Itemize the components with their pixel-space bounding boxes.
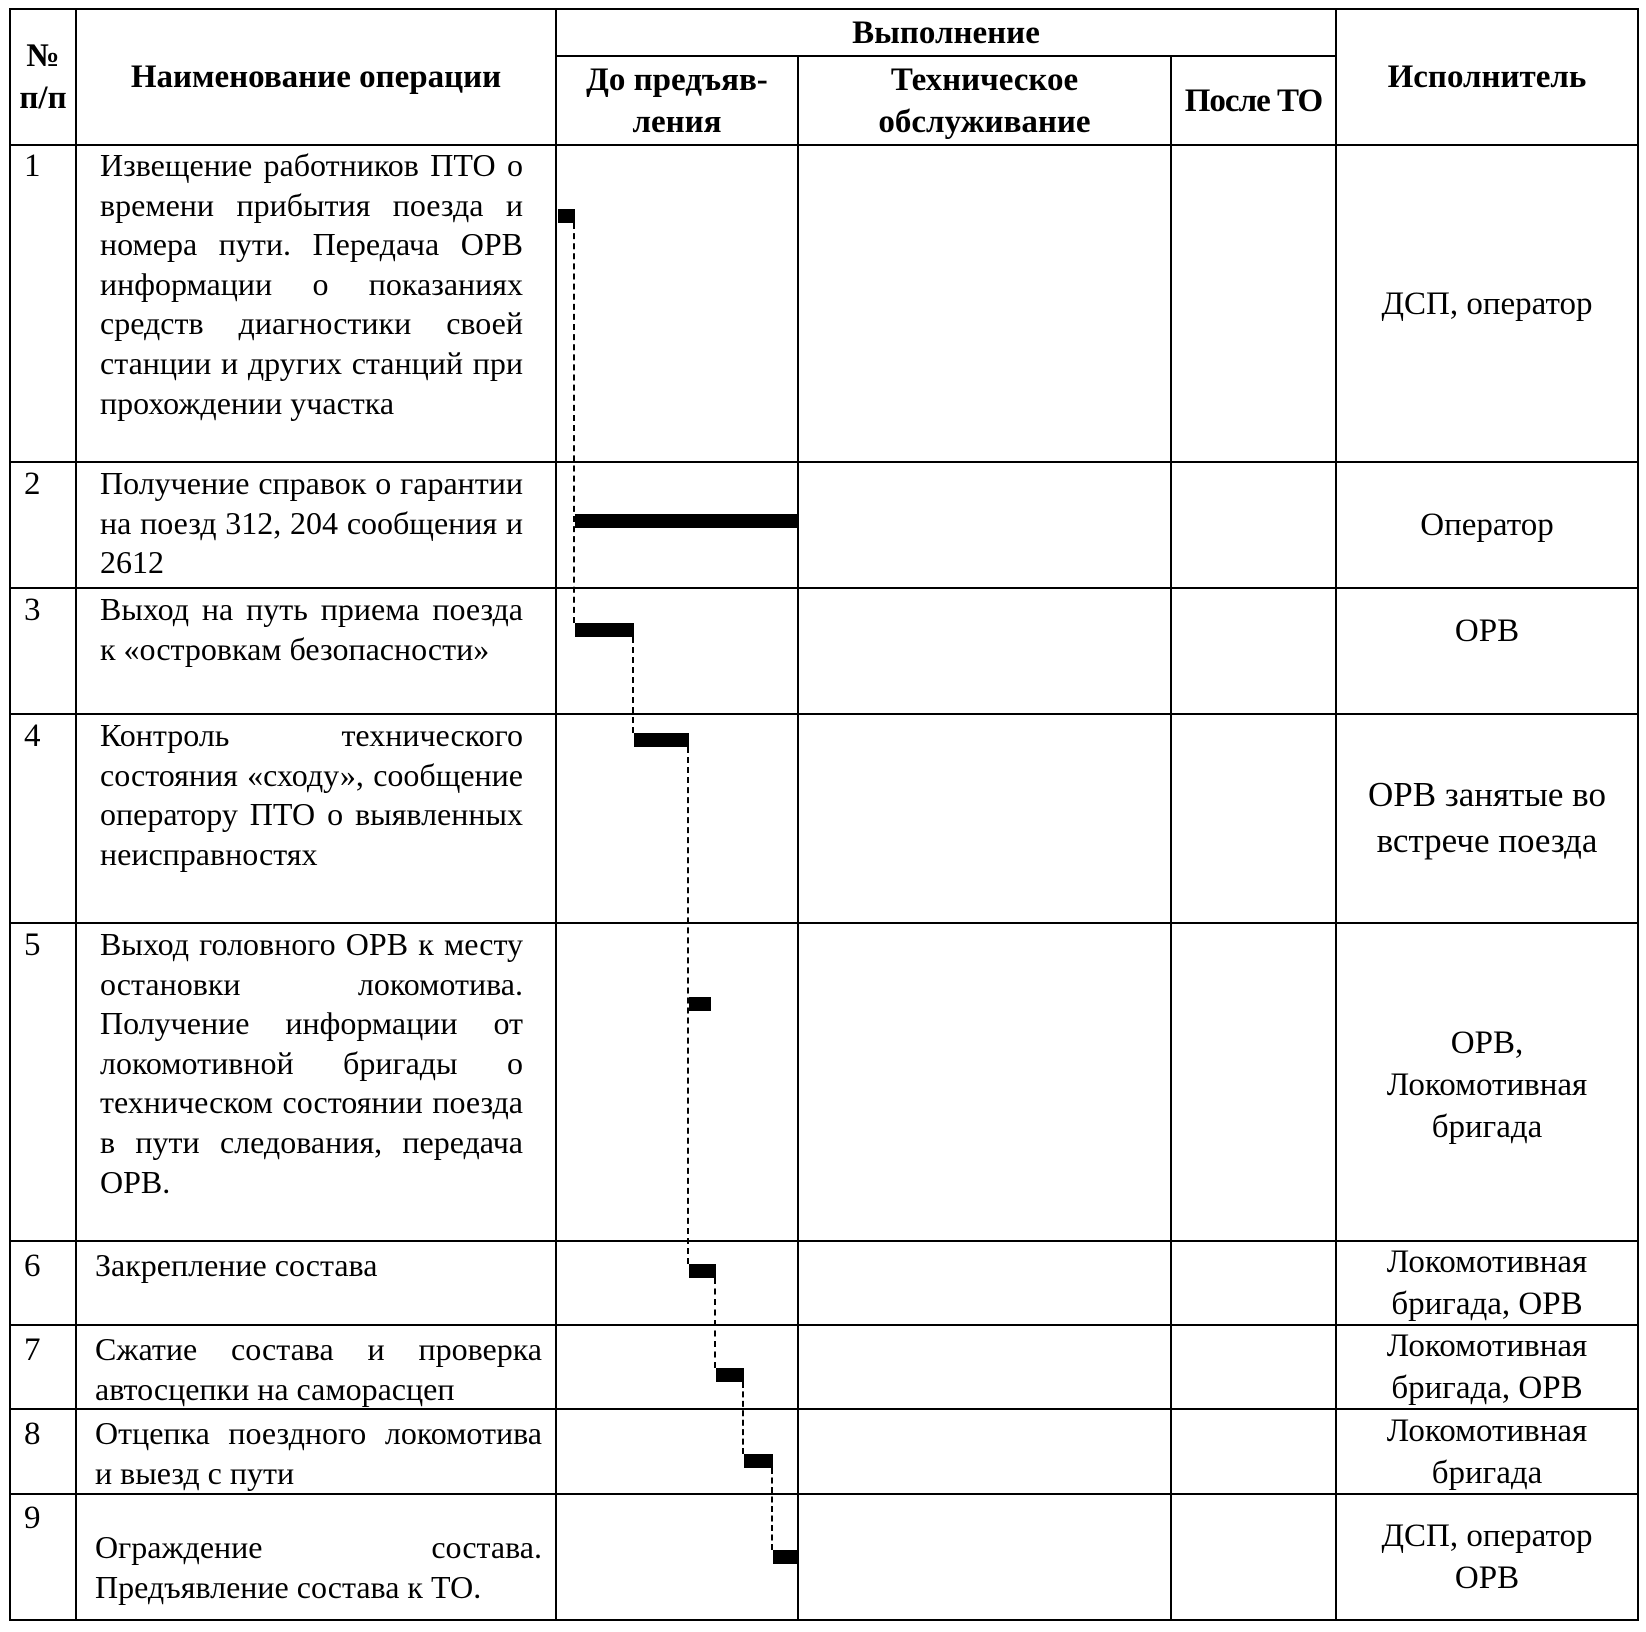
row-6-operation: Закрепление состава — [95, 1247, 378, 1283]
gantt-bar-8 — [744, 1454, 773, 1468]
row-7-executor: Локомотивная бригада, ОРВ — [1386, 1328, 1588, 1406]
gantt-bar-2 — [575, 514, 797, 528]
gantt-bar-7 — [716, 1368, 745, 1382]
col-divider-num — [75, 8, 77, 1621]
row-7-num: 7 — [24, 1332, 41, 1368]
row-4-executor: ОРВ занятые во встрече поезда — [1368, 775, 1606, 860]
row-8-num: 8 — [24, 1416, 41, 1452]
row-4-num: 4 — [24, 718, 41, 754]
row-2-executor: Оператор — [1420, 507, 1554, 543]
row-2-num: 2 — [24, 466, 41, 502]
table-border-bottom — [9, 1619, 1639, 1621]
row-8-operation: Отцепка поездного локомотива и выезд с пути — [95, 1415, 542, 1491]
gantt-connector-4 — [714, 1278, 716, 1368]
gantt-bar-4 — [634, 733, 689, 747]
row-6-num: 6 — [24, 1248, 41, 1284]
gantt-connector-1 — [573, 223, 575, 623]
row-3-num: 3 — [24, 592, 41, 628]
col-divider-before — [797, 55, 799, 1621]
gantt-connector-3 — [687, 747, 689, 1264]
row-9-operation: Ограждение состава. Предъявление состава к ТО. — [95, 1529, 542, 1605]
col-divider-operation — [555, 8, 557, 1621]
row-2-operation: Получение справок о гарантии на поезд 312, 204 сообщения и 2612 — [100, 465, 523, 581]
row-7-operation: Сжатие состава и проверка автосцепки на саморасцеп — [95, 1331, 542, 1407]
gantt-connector-5 — [742, 1382, 744, 1454]
col-divider-maintenance — [1170, 55, 1172, 1621]
gantt-bar-5 — [689, 997, 711, 1011]
gantt-bar-1 — [558, 209, 575, 223]
gantt-connector-6 — [771, 1468, 773, 1550]
header-before: До предъяв-ления — [586, 61, 768, 140]
header-executor: Исполнитель — [1387, 59, 1587, 95]
row-3-operation: Выход на путь приема поезда к «островкам безопасности» — [100, 591, 523, 667]
gantt-bar-3 — [575, 623, 635, 637]
header-after: После ТО — [1184, 82, 1323, 119]
gantt-bar-9 — [773, 1550, 797, 1564]
row-8-executor: Локомотивная бригада — [1386, 1412, 1588, 1491]
row-divider-4 — [9, 922, 1639, 924]
table-border-left — [9, 8, 11, 1621]
header-operation: Наименование операции — [130, 59, 502, 95]
gantt-bar-6 — [689, 1264, 715, 1278]
row-divider-3 — [9, 713, 1639, 715]
row-5-num: 5 — [24, 927, 41, 963]
header-maintenance: Техническое обслуживание — [878, 61, 1091, 140]
row-1-num: 1 — [24, 148, 41, 184]
gantt-connector-2 — [632, 637, 634, 733]
row-4-operation: Контроль технического состояния «сходу», сообщение оператору ПТО о выявленных неисправностях — [100, 717, 523, 872]
header-execution: Выполнение — [852, 14, 1040, 51]
row-5-executor: ОРВ, Локомотивная бригада — [1386, 1025, 1588, 1145]
row-9-executor: ДСП, оператор ОРВ — [1381, 1518, 1593, 1596]
row-9-num: 9 — [24, 1500, 41, 1536]
row-6-executor: Локомотивная бригада, ОРВ — [1386, 1244, 1588, 1322]
header-num: № п/п — [19, 38, 67, 116]
row-1-executor: ДСП, оператор — [1381, 285, 1593, 322]
table-border-right — [1637, 8, 1639, 1621]
row-5-operation: Выход головного ОРВ к месту остановки локомотива. Получение информации от локомотивной бригады о техническом состоянии поезда в пути следования, передача ОРВ. — [100, 926, 523, 1200]
row-1-operation: Извещение работников ПТО о времени прибытия поезда и номера пути. Передача ОРВ информации о показаниях средств диагностики своей станции и других станций при прохождении участка — [100, 147, 523, 421]
row-3-executor: ОРВ — [1454, 613, 1520, 649]
